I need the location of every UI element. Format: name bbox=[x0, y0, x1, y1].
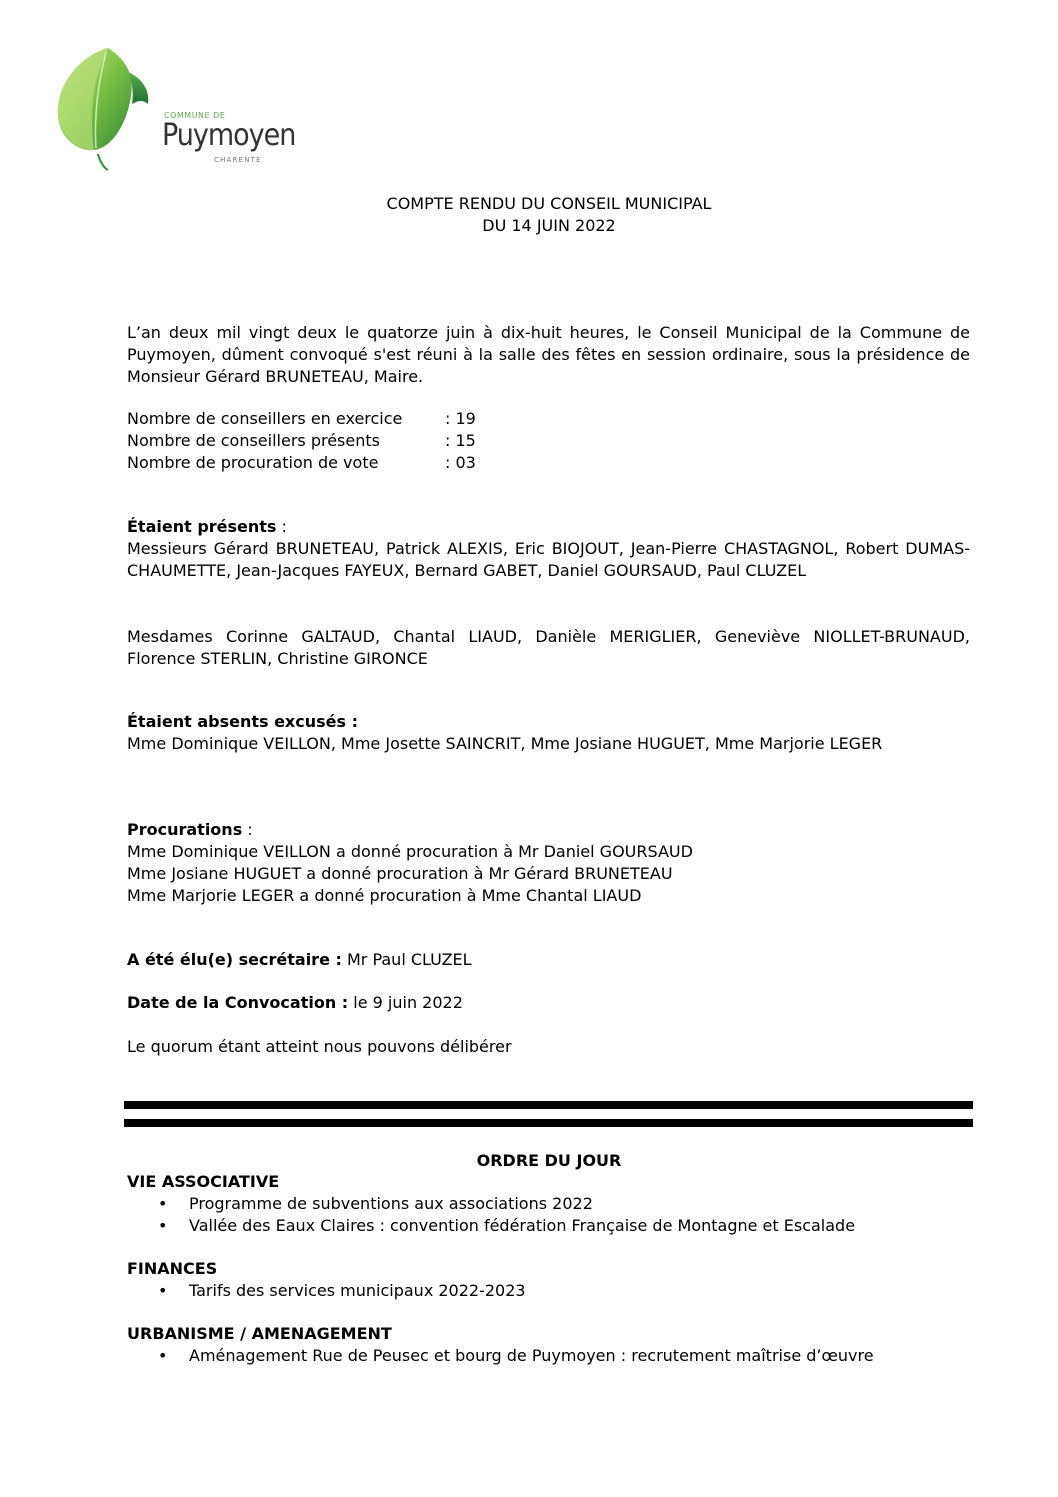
secretaire-line bbox=[127, 949, 970, 971]
agenda-list bbox=[127, 1345, 1027, 1367]
agenda-item-text: Programme de subventions aux associations 2022 bbox=[189, 1194, 593, 1213]
convocation-line bbox=[127, 992, 970, 1014]
agenda-list bbox=[127, 1193, 1027, 1237]
logo-name: Puymoyen bbox=[162, 118, 296, 153]
agenda-section bbox=[127, 1323, 1027, 1367]
stats-value: : 15 bbox=[445, 431, 476, 450]
procuration-line: Mme Dominique VEILLON a donné procuration à Mr Daniel GOURSAUD bbox=[127, 842, 693, 861]
procuration-line: Mme Josiane HUGUET a donné procuration à Mr Gérard BRUNETEAU bbox=[127, 864, 673, 883]
stats-value: : 19 bbox=[445, 409, 476, 428]
stats-row bbox=[127, 408, 476, 430]
document-date: DU 14 JUIN 2022 bbox=[482, 216, 616, 235]
divider-rule bbox=[124, 1119, 973, 1127]
agenda-item bbox=[127, 1193, 1027, 1215]
absents-heading: Étaient absents excusés : bbox=[127, 712, 358, 731]
bullet-icon: • bbox=[158, 1216, 168, 1235]
absents-list: Mme Dominique VEILLON, Mme Josette SAINCRIT, Mme Josiane HUGUET, Mme Marjorie LEGER bbox=[127, 734, 883, 753]
intro-paragraph: L’an deux mil vingt deux le quatorze juin à dix-huit heures, le Conseil Municipal de la Commune de Puymoyen, dûment convoqué s'est réuni à la salle des fêtes en session ordinaire, sous la présidence de Monsieur Gérard BRUNETEAU, Maire. bbox=[127, 323, 970, 386]
logo-prefix: COMMUNE DE bbox=[164, 111, 226, 120]
presents-messieurs: Messieurs Gérard BRUNETEAU, Patrick ALEXIS, Eric BIOJOUT, Jean-Pierre CHASTAGNOL, Robert DUMAS-CHAUMETTE, Jean-Jacques FAYEUX, Bernard GABET, Daniel GOURSAUD, Paul CLUZEL bbox=[127, 539, 970, 580]
agenda-item bbox=[127, 1345, 1027, 1367]
presents-mesdames: Mesdames Corinne GALTAUD, Chantal LIAUD, Danièle MERIGLIER, Geneviève NIOLLET-BRUNAUD, Florence STERLIN, Christine GIRONCE bbox=[127, 627, 970, 668]
presents-heading: Étaient présents bbox=[127, 517, 277, 536]
procurations-heading: Procurations bbox=[127, 820, 243, 839]
absents-section bbox=[127, 711, 970, 755]
stats-row bbox=[127, 452, 476, 474]
agenda-section-title: FINANCES bbox=[127, 1259, 218, 1278]
stats-label: Nombre de conseillers en exercice bbox=[127, 409, 403, 428]
divider-rule bbox=[124, 1101, 973, 1109]
quorum-line: Le quorum étant atteint nous pouvons délibérer bbox=[127, 1037, 512, 1056]
stats-row bbox=[127, 430, 476, 452]
agenda-section bbox=[127, 1258, 1027, 1302]
agenda-item-text: Vallée des Eaux Claires : convention fédération Française de Montagne et Escalade bbox=[189, 1216, 856, 1235]
secretaire-label: A été élu(e) secrétaire : bbox=[127, 950, 342, 969]
procurations-section bbox=[127, 819, 970, 907]
stats-label: Nombre de conseillers présents bbox=[127, 431, 380, 450]
ordre-du-jour-title: ORDRE DU JOUR bbox=[476, 1151, 622, 1170]
agenda-section bbox=[127, 1171, 1027, 1237]
procuration-line: Mme Marjorie LEGER a donné procuration à Mme Chantal LIAUD bbox=[127, 886, 642, 905]
stats-list bbox=[127, 408, 476, 474]
presents-section bbox=[127, 516, 970, 582]
agenda-section-title: URBANISME / AMENAGEMENT bbox=[127, 1324, 392, 1343]
secretaire-value: Mr Paul CLUZEL bbox=[341, 950, 472, 969]
procurations-suffix: : bbox=[242, 820, 253, 839]
convocation-value: le 9 juin 2022 bbox=[348, 993, 463, 1012]
bullet-icon: • bbox=[158, 1346, 168, 1365]
logo-region: CHARENTE bbox=[214, 156, 262, 164]
presents-suffix: : bbox=[276, 517, 287, 536]
commune-logo bbox=[50, 44, 296, 172]
agenda-item-text: Tarifs des services municipaux 2022-2023 bbox=[189, 1281, 526, 1300]
agenda-item-text: Aménagement Rue de Peusec et bourg de Puymoyen : recrutement maîtrise d’œuvre bbox=[189, 1346, 874, 1365]
agenda-list bbox=[127, 1280, 1027, 1302]
stats-value: : 03 bbox=[445, 453, 476, 472]
stats-label: Nombre de procuration de vote bbox=[127, 453, 379, 472]
convocation-label: Date de la Convocation : bbox=[127, 993, 349, 1012]
bullet-icon: • bbox=[158, 1281, 168, 1300]
agenda-section-title: VIE ASSOCIATIVE bbox=[127, 1172, 280, 1191]
leaf-icon bbox=[50, 44, 170, 172]
bullet-icon: • bbox=[158, 1194, 168, 1213]
agenda-item bbox=[127, 1280, 1027, 1302]
document-title: COMPTE RENDU DU CONSEIL MUNICIPAL bbox=[386, 194, 712, 213]
agenda-item bbox=[127, 1215, 1027, 1237]
